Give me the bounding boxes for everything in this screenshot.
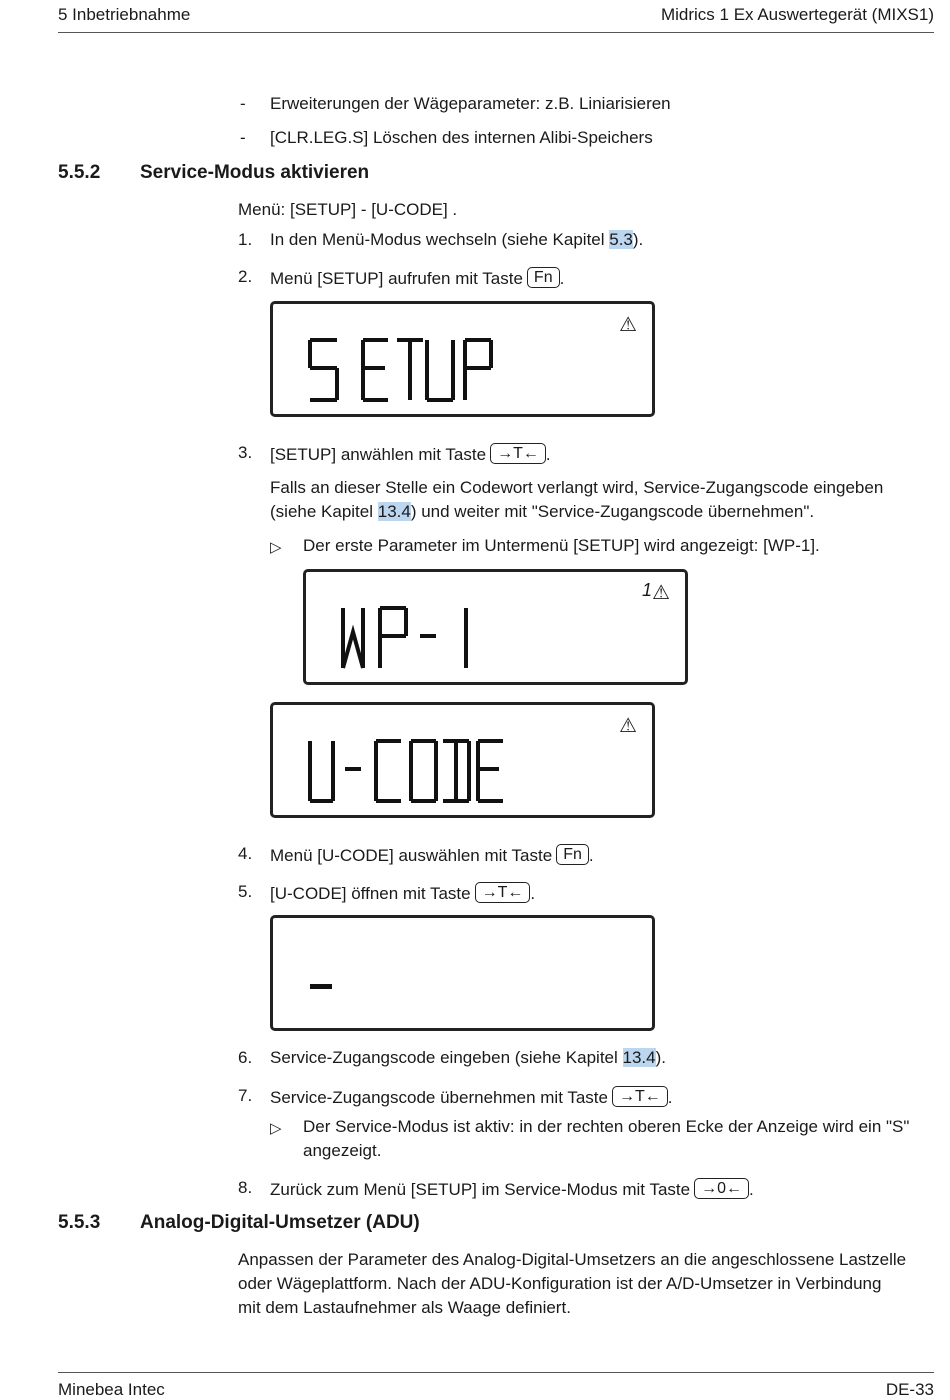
header-rule bbox=[58, 32, 934, 33]
section-number: 5.5.2 bbox=[58, 162, 101, 183]
step-number: 7. bbox=[238, 1086, 253, 1105]
note-line: (siehe Kapitel 13.4) und weiter mit "Service-Zugangscode übernehmen". bbox=[270, 502, 815, 521]
chapter-link[interactable]: 13.4 bbox=[377, 502, 411, 521]
header-chapter: 5 Inbetriebnahme bbox=[58, 5, 191, 24]
warning-icon: ⚠ bbox=[619, 713, 637, 737]
step-number: 2. bbox=[238, 267, 253, 286]
fn-key-icon: Fn bbox=[556, 844, 589, 865]
footer-rule bbox=[58, 1372, 934, 1373]
step-number: 8. bbox=[238, 1178, 253, 1197]
chapter-link[interactable]: 13.4 bbox=[622, 1048, 656, 1067]
step-8: Zurück zum Menü [SETUP] im Service-Modus mit Taste →0← . bbox=[270, 1180, 754, 1199]
bullet-item: Erweiterungen der Wägeparameter: z.B. Liniarisieren bbox=[270, 94, 671, 113]
step-number: 3. bbox=[238, 443, 253, 462]
tare-key-icon: →T← bbox=[612, 1086, 668, 1107]
step-2: Menü [SETUP] aufrufen mit Taste Fn . bbox=[270, 269, 565, 288]
bullet-dash: - bbox=[240, 94, 246, 113]
step-number: 6. bbox=[238, 1048, 253, 1067]
note-line: Falls an dieser Stelle ein Codewort verlangt wird, Service-Zugangscode eingeben bbox=[270, 478, 884, 497]
warning-icon: ⚠ bbox=[652, 580, 670, 604]
segment-indicator: 1 bbox=[642, 580, 653, 600]
lcd-display-ucode bbox=[270, 702, 655, 818]
step-4: Menü [U-CODE] auswählen mit Taste Fn . bbox=[270, 846, 594, 865]
footer-page-number: DE-33 bbox=[885, 1380, 934, 1399]
tare-key-icon: →T← bbox=[475, 882, 531, 903]
section-title: Service-Modus aktivieren bbox=[140, 162, 370, 183]
warning-icon: ⚠ bbox=[619, 312, 637, 336]
step-number: 4. bbox=[238, 844, 253, 863]
paragraph-line: Anpassen der Parameter des Analog-Digital-Umsetzers an die angeschlossene Lastzelle bbox=[238, 1250, 907, 1269]
result-text: Der Service-Modus ist aktiv: in der rechten oberen Ecke der Anzeige wird ein "S" bbox=[303, 1117, 910, 1136]
step-3: [SETUP] anwählen mit Taste →T← . bbox=[270, 445, 551, 464]
lcd-display-code-entry bbox=[270, 915, 655, 1031]
zero-key-icon: →0← bbox=[694, 1178, 749, 1199]
bullet-item: [CLR.LEG.S] Löschen des internen Alibi-Speichers bbox=[270, 128, 653, 147]
menu-path: Menü: [SETUP] - [U-CODE] . bbox=[238, 200, 458, 219]
step-7: Service-Zugangscode übernehmen mit Taste →T← . bbox=[270, 1088, 673, 1107]
header-doc-title: Midrics 1 Ex Auswertegerät (MIXS1) bbox=[660, 5, 934, 24]
paragraph-line: oder Wägeplattform. Nach der ADU-Konfiguration ist der A/D-Umsetzer in Verbindung bbox=[238, 1274, 882, 1293]
result-text: angezeigt. bbox=[303, 1141, 382, 1160]
tare-key-icon: →T← bbox=[490, 443, 546, 464]
result-arrow-icon: ▷ bbox=[270, 539, 282, 556]
result-text: Der erste Parameter im Untermenü [SETUP] wird angezeigt: [WP-1]. bbox=[303, 536, 820, 555]
lcd-segment-text bbox=[273, 705, 652, 815]
lcd-display-wp1 bbox=[303, 569, 688, 685]
lcd-segment-text bbox=[306, 572, 685, 682]
step-5: [U-CODE] öffnen mit Taste →T← . bbox=[270, 884, 536, 903]
paragraph-line: mit dem Lastaufnehmer als Waage definiert. bbox=[238, 1298, 571, 1317]
lcd-segment-text bbox=[273, 304, 652, 414]
chapter-link[interactable]: 5.3 bbox=[609, 230, 633, 249]
step-number: 5. bbox=[238, 882, 253, 901]
section-title: Analog-Digital-Umsetzer (ADU) bbox=[140, 1212, 420, 1233]
step-number: 1. bbox=[238, 230, 253, 249]
bullet-dash: - bbox=[240, 128, 246, 147]
section-number: 5.5.3 bbox=[58, 1212, 101, 1233]
fn-key-icon: Fn bbox=[527, 267, 560, 288]
footer-company: Minebea Intec bbox=[58, 1380, 165, 1399]
lcd-display-setup bbox=[270, 301, 655, 417]
step-6: Service-Zugangscode eingeben (siehe Kapitel 13.4). bbox=[270, 1048, 666, 1067]
result-arrow-icon: ▷ bbox=[270, 1120, 282, 1137]
step-1: In den Menü-Modus wechseln (siehe Kapitel 5.3). bbox=[270, 230, 644, 249]
cursor-segment bbox=[310, 984, 332, 989]
